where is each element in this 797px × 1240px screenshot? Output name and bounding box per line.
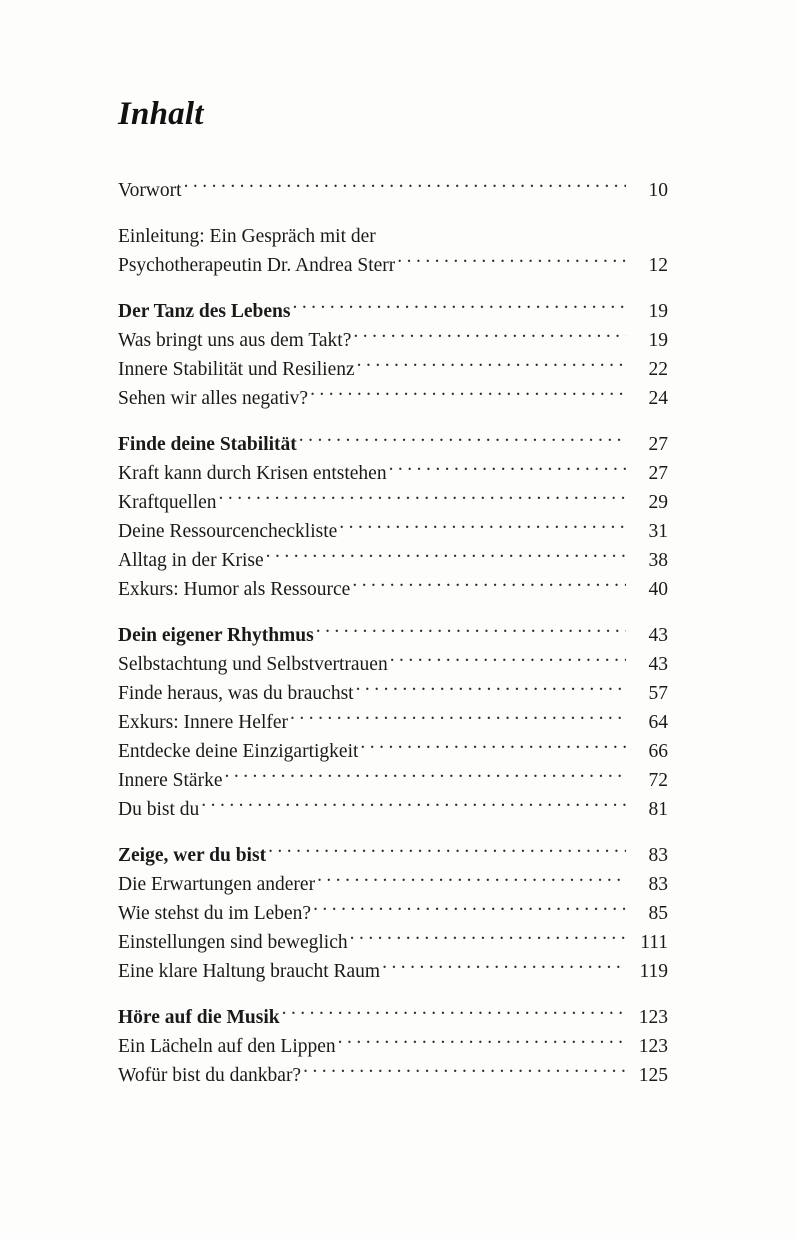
toc-entry-title: Innere Stabilität und Resilienz: [118, 359, 355, 381]
toc-entry-title: Du bist du: [118, 799, 200, 821]
toc-page-number: 83: [648, 874, 668, 896]
toc-page-number: 119: [639, 961, 668, 983]
toc-entry-title: Finde heraus, was du brauchst: [118, 683, 354, 705]
toc-entry[interactable]: [118, 795, 668, 824]
dot-leader: [316, 622, 626, 642]
toc-entry[interactable]: [118, 326, 668, 355]
toc-entry-title: Dein eigener Rhythmus: [118, 625, 314, 647]
toc-chapter-entry[interactable]: [118, 430, 668, 459]
toc-entry[interactable]: [118, 957, 668, 986]
dot-leader: [290, 709, 626, 729]
toc-entry[interactable]: [118, 517, 668, 546]
dot-leader: [389, 460, 626, 480]
toc-group: [118, 1003, 668, 1090]
toc-entry-title: Ein Lächeln auf den Lippen: [118, 1036, 336, 1058]
toc-chapter-entry[interactable]: [118, 841, 668, 870]
toc-page-number: 64: [648, 712, 668, 734]
toc-page-number: 27: [648, 463, 668, 485]
toc-entry[interactable]: [118, 222, 668, 280]
toc-page-number: 10: [648, 180, 668, 202]
toc-page-number: 12: [648, 255, 668, 277]
toc-entry-title: Zeige, wer du bist: [118, 845, 267, 867]
dot-leader: [356, 680, 626, 700]
toc-entry-title: Exkurs: Innere Helfer: [118, 712, 289, 734]
toc-entry[interactable]: [118, 870, 668, 899]
dot-leader: [357, 356, 626, 376]
toc-page-number: 83: [648, 845, 668, 867]
dot-leader: [184, 177, 626, 197]
dot-leader: [266, 547, 626, 567]
toc-entry[interactable]: [118, 708, 668, 737]
toc-entry-title: Eine klare Haltung braucht Raum: [118, 961, 381, 983]
dot-leader: [201, 796, 626, 816]
toc-group: [118, 222, 668, 280]
toc-page-number: 66: [648, 741, 668, 763]
toc-entry[interactable]: [118, 384, 668, 413]
toc-entry-title: Einstellungen sind beweglich: [118, 932, 348, 954]
toc-entry-last-line: [118, 251, 668, 280]
toc-page-number: 31: [648, 521, 668, 543]
dot-leader: [299, 431, 626, 451]
toc-entry[interactable]: [118, 176, 668, 205]
toc-entry[interactable]: [118, 1061, 668, 1090]
toc-group-list: [118, 176, 668, 1090]
toc-entry-title: Vorwort: [118, 180, 182, 202]
toc-page-number: 57: [648, 683, 668, 705]
toc-entry-title: Kraftquellen: [118, 492, 217, 514]
dot-leader: [225, 767, 627, 787]
toc-page-number: 38: [648, 550, 668, 572]
toc-group: [118, 176, 668, 205]
toc-entry-title: Finde deine Stabilität: [118, 434, 297, 456]
toc-page-number: 40: [648, 579, 668, 601]
toc-page-number: 123: [638, 1036, 668, 1058]
toc-entry-title-line: Einleitung: Ein Gespräch mit der: [118, 226, 376, 248]
dot-leader: [338, 1033, 626, 1053]
toc-group: [118, 621, 668, 824]
dot-leader: [282, 1004, 626, 1024]
dot-leader: [350, 929, 626, 949]
toc-page-number: 123: [638, 1007, 668, 1029]
toc-entry[interactable]: [118, 928, 668, 957]
dot-leader: [292, 298, 626, 318]
toc-entry[interactable]: [118, 737, 668, 766]
toc-entry[interactable]: [118, 488, 668, 517]
toc-page-number: 125: [638, 1065, 668, 1087]
toc-chapter-entry[interactable]: [118, 297, 668, 326]
dot-leader: [353, 327, 626, 347]
toc-entry-title: Höre auf die Musik: [118, 1007, 280, 1029]
toc-entry[interactable]: [118, 575, 668, 604]
page-title: Inhalt: [118, 96, 204, 132]
toc-entry-title: Die Erwartungen anderer: [118, 874, 316, 896]
toc-entry-title: Wie stehst du im Leben?: [118, 903, 312, 925]
dot-leader: [382, 958, 626, 978]
toc-page-number: 22: [648, 359, 668, 381]
toc-entry[interactable]: [118, 355, 668, 384]
toc-chapter-entry[interactable]: [118, 1003, 668, 1032]
toc-entry-title: Deine Ressourcencheckliste: [118, 521, 338, 543]
dot-leader: [390, 651, 626, 671]
toc-group: [118, 297, 668, 413]
dot-leader: [339, 518, 626, 538]
dot-leader: [397, 252, 626, 272]
toc-page-number: 81: [648, 799, 668, 821]
toc-group: [118, 430, 668, 604]
toc-page-number: 19: [648, 301, 668, 323]
toc-entry[interactable]: [118, 1032, 668, 1061]
toc-page-number: 43: [648, 625, 668, 647]
toc-entry-title: Wofür bist du dankbar?: [118, 1065, 302, 1087]
toc-entry[interactable]: [118, 899, 668, 928]
toc-entry-title: Kraft kann durch Krisen entstehen: [118, 463, 387, 485]
toc-page-number: 24: [648, 388, 668, 410]
dot-leader: [360, 738, 626, 758]
toc-entry-title: Sehen wir alles negativ?: [118, 388, 309, 410]
toc-page-number: 29: [648, 492, 668, 514]
toc-entry[interactable]: [118, 546, 668, 575]
toc-entry[interactable]: [118, 650, 668, 679]
toc-entry-title: Innere Stärke: [118, 770, 223, 792]
toc-page-number: 111: [640, 932, 668, 954]
toc-chapter-entry[interactable]: [118, 621, 668, 650]
toc-entry-title: Psychotherapeutin Dr. Andrea Sterr: [118, 255, 396, 277]
dot-leader: [313, 900, 626, 920]
table-of-contents: [118, 96, 668, 1090]
dot-leader: [303, 1062, 626, 1082]
dot-leader: [352, 576, 626, 596]
toc-entry-title: Der Tanz des Lebens: [118, 301, 291, 323]
toc-page-number: 43: [648, 654, 668, 676]
toc-page-number: 85: [648, 903, 668, 925]
toc-page-number: 27: [648, 434, 668, 456]
toc-entry-title: Alltag in der Krise: [118, 550, 264, 572]
toc-entry-title: Entdecke deine Einzigartigkeit: [118, 741, 359, 763]
toc-entry[interactable]: [118, 679, 668, 708]
toc-entry[interactable]: [118, 766, 668, 795]
toc-entry-title: Was bringt uns aus dem Takt?: [118, 330, 352, 352]
toc-entry-title: Exkurs: Humor als Ressource: [118, 579, 351, 601]
toc-entry-title: Selbstachtung und Selbstvertrauen: [118, 654, 388, 676]
dot-leader: [317, 871, 626, 891]
dot-leader: [219, 489, 626, 509]
toc-group: [118, 841, 668, 986]
toc-page-number: 19: [648, 330, 668, 352]
dot-leader: [268, 842, 626, 862]
toc-entry[interactable]: [118, 459, 668, 488]
dot-leader: [310, 385, 626, 405]
toc-page-number: 72: [648, 770, 668, 792]
